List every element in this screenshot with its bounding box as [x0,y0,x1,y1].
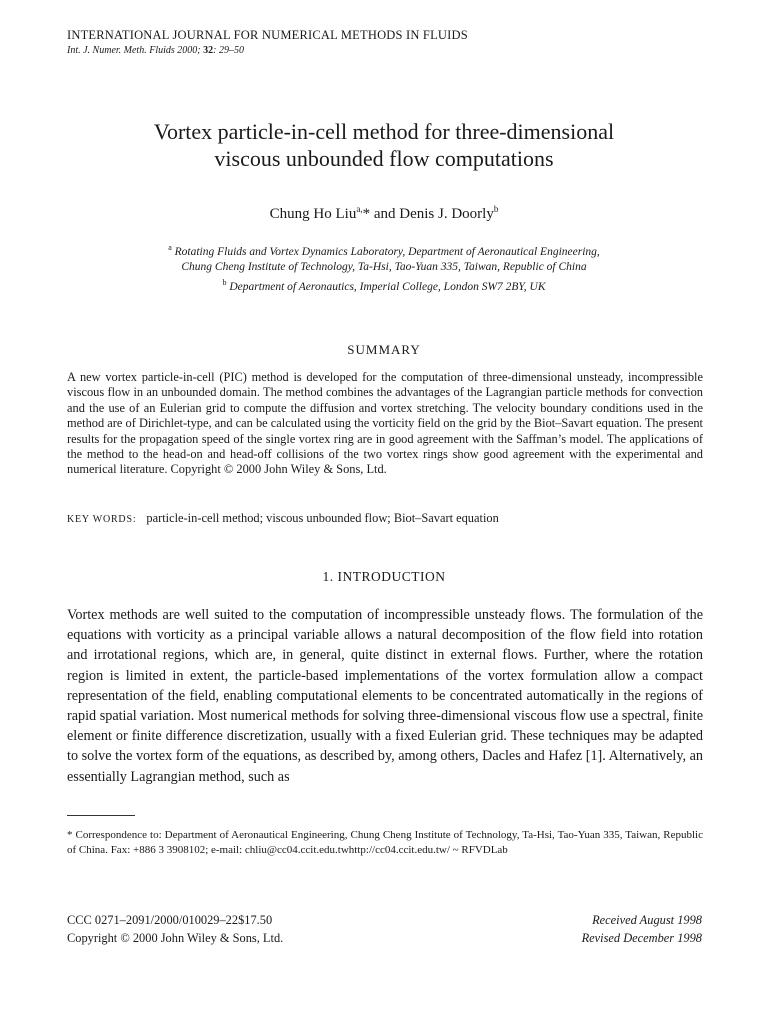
affiliation-a-line-2: Chung Cheng Institute of Technology, Ta-Hsi, Tao-Yuan 335, Taiwan, Republic of China [181,260,587,273]
affiliation-a-text: Rotating Fluids and Vortex Dynamics Laboratory, Department of Aeronautical Engineering, [171,245,600,258]
received-date: Received August 1998 [592,913,702,927]
author-1-affil-mark: a, [356,204,363,214]
citation-volume: 32 [203,45,214,56]
introduction-text: Vortex methods are well suited to the computation of incompressible unsteady flows. The formulation of the equations with vorticity as a principal variable allows a natural decomposition of the flow field into rotation and irrotational regions, which are, in general, quite distinct in external flows. Further, where the rotation region is limited in extent, the particle-based implementations of the vortex formulation allow a compact representation of the field, enabling computational elements to be concentrated automatically in the regions of rapid spatial variation. Most numerical methods for solving three-dimensional viscous flow use a spectral, finite element or finite difference discretization, usually with a fixed Eulerian grid. These techniques may be adapted to solve the vortex form of the equations, as described by, among others, Dacles and Hafez [1]. Alternatively, an essentially Lagrangian method, such as [67,607,703,785]
keywords [67,511,703,526]
summary-text: A new vortex particle-in-cell (PIC) method is developed for the computation of three-dimensional unsteady, incompressible viscous flow in an unbounded domain. The method combines the advantages of the Lagrangian particle methods for convection and the use of an Eulerian grid to compute the diffusion and vortex stretching. The velocity boundary conditions used in the method are of Dirichlet-type, and can be calculated using the vorticity field on the grid by the Biot–Savart equation. The present results for the propagation speed of the single vortex ring are in good agreement with the Saffman’s model. The applications of the method to the head-on and head-off collisions of the two vortex rings show good agreement with the experimental and numerical literature. Copyright © 2000 John Wiley & Sons, Ltd. [67,370,703,477]
footer-copyright: Copyright © 2000 John Wiley & Sons, Ltd. [67,931,284,945]
citation-pages: : 29–50 [213,45,244,56]
title-line-2: viscous unbounded flow computations [214,146,554,171]
affiliation-b [0,275,768,295]
affiliation-b-text: Department of Aeronautics, Imperial College, London SW7 2BY, UK [226,280,546,293]
citation-journal: Int. J. Numer. Meth. Fluids [67,45,175,56]
footer-right [582,911,702,947]
introduction-heading: 1. INTRODUCTION [322,569,446,584]
affiliation-a-mark: a [168,243,172,252]
author-2-affil-mark: b [493,204,499,214]
keywords-text: particle-in-cell method; viscous unbounded flow; Biot–Savart equation [146,511,499,525]
title-line-1: Vortex particle-in-cell method for three-dimensional [153,119,615,144]
ccc-code: CCC 0271–2091/2000/010029–22$17.50 [67,913,273,927]
paper-title [0,118,768,172]
citation-year: 2000; [174,45,204,56]
affiliation-b-mark: b [222,277,227,287]
keywords-label: KEY WORDS: [67,514,137,525]
correspondence-footnote: * Correspondence to: Department of Aeronautical Engineering, Chung Cheng Institute of Technology, Ta-Hsi, Tao-Yuan 335, Taiwan, Republic of China. Fax: +886 3 3908102; e-mail: chliu@cc04.ccit.edu.twhttp://cc04.ccit.edu.tw/ ~ RFVDLab [67,829,703,856]
footer-left [67,911,283,947]
journal-name: INTERNATIONAL JOURNAL FOR NUMERICAL METHODS IN FLUIDS [67,28,468,42]
author-1: Chung Ho Liu [269,206,357,222]
affiliation-a-line-1 [0,240,768,260]
authors [0,204,768,223]
journal-citation [67,45,244,56]
summary-heading: SUMMARY [347,342,421,357]
author-joiner: and [370,206,400,222]
affiliations [0,240,768,295]
footnote-divider [67,815,135,816]
author-2: Denis J. Doorly [399,206,494,222]
revised-date: Revised December 1998 [581,931,702,945]
author-1-correspondence-mark: * [362,206,371,222]
